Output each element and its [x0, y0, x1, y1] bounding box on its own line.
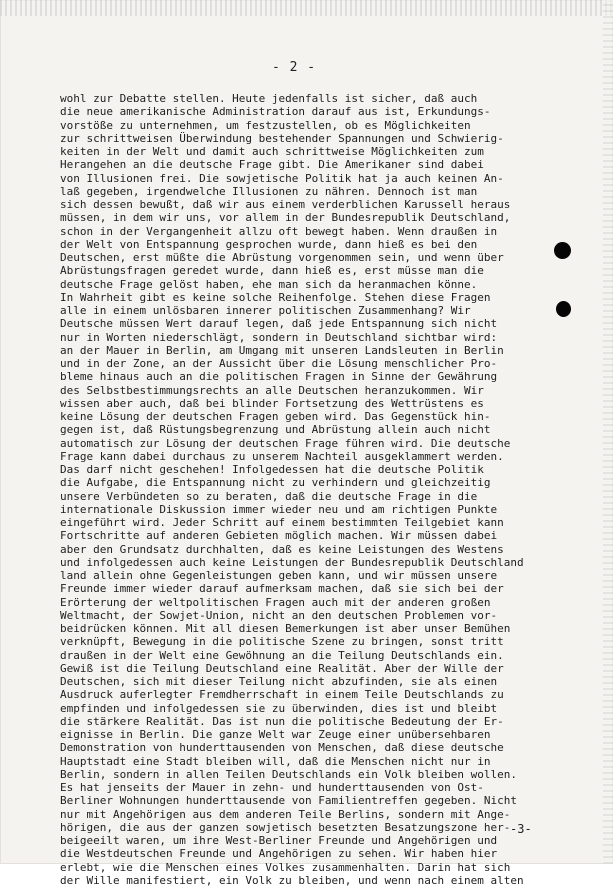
text-line: unsere Verbündeten so zu beraten, daß die deutsche Frage in die: [60, 489, 478, 503]
text-line: alle in einem unlösbaren innerer politischen Zusammenhang? Wir: [60, 304, 471, 317]
text-line: Herangehen an die deutsche Frage gibt. Die Amerikaner sind dabei: [60, 158, 484, 172]
text-line: Ausdruck auferlegter Fremdherrschaft in einem Teile Deutschlands zu: [60, 688, 504, 702]
text-line: Freunde immer wieder darauf aufmerksam machen, daß sie sich bei der: [60, 582, 504, 596]
text-line: zur schrittweisen Überwindung bestehender Spannungen und Schwierig-: [60, 131, 504, 145]
text-line: und in der Zone, an der Aussicht über die Lösung menschlicher Pro-: [60, 357, 498, 370]
text-line: empfinden und infolgedessen sie zu überwinden, dies ist und bleibt: [60, 701, 498, 715]
text-line: Deutschen, sich mit dieser Teilung nicht abzufinden, sie als einen: [60, 675, 498, 688]
text-line: Erörterung der weltpolitischen Fragen auch mit der anderen großen: [60, 595, 491, 609]
scan-edge-right: [603, 0, 613, 864]
text-line: und infolgedessen auch keine Leistungen der Bundesrepublik Deutschland: [60, 555, 524, 569]
text-line: der Welt von Entspannung gesprochen wurde, dann hieß es bei den: [60, 237, 478, 251]
text-line: keiten in der Welt und damit auch schrittweise Möglichkeiten zum: [60, 145, 484, 158]
text-line: aber den Grundsatz durchhalten, daß es keine Leistungen des Westens: [60, 542, 504, 556]
text-line: Das darf nicht geschehen! Infolgedessen hat die deutsche Politik: [60, 463, 484, 476]
text-line: Fortschritte auf anderen Gebieten möglich machen. Wir müssen dabei: [60, 529, 498, 543]
text-line: des Selbstbestimmungsrechts an alle Deutschen heranzukommen. Wir: [60, 383, 484, 397]
text-line: Abrüstungsfragen geredet wurde, dann hieß es, erst müsse man die: [60, 264, 484, 278]
text-line: deutsche Frage gelöst haben, ehe man sich da heranmachen könne.: [60, 277, 478, 291]
text-line: wohl zur Debatte stellen. Heute jedenfalls ist sicher, daß auch: [60, 92, 478, 105]
text-line: die stärkere Realität. Das ist nun die politische Bedeutung der Er-: [60, 714, 504, 728]
text-line: Berliner Wohnungen hunderttausende von Familientreffen gegeben. Nicht: [60, 794, 517, 808]
text-line: nur in Worten niederschlägt, sondern in Deutschland sichtbar wird:: [60, 330, 498, 344]
text-line: Berlin, sondern in allen Teilen Deutschlands ein Volk bleiben wollen.: [60, 767, 517, 781]
body-text: [60, 92, 590, 887]
text-line: In Wahrheit gibt es keine solche Reihenfolge. Stehen diese Fragen: [60, 290, 491, 304]
text-line: Hauptstadt eine Stadt bleiben will, daß die Menschen nicht nur in: [60, 754, 491, 768]
text-line: der Wille manifestiert, ein Volk zu bleiben, und wenn nach einem alten: [60, 873, 524, 887]
text-line: Demonstration von hunderttausenden von Menschen, daß diese deutsche: [60, 741, 504, 755]
text-line: an der Mauer in Berlin, am Umgang mit unseren Landsleuten in Berlin: [60, 343, 504, 357]
text-line: von Illusionen frei. Die sowjetische Politik hat ja auch keinen An-: [60, 171, 504, 185]
text-line: müssen, in dem wir uns, vor allem in der Bundesrepublik Deutschland,: [60, 211, 511, 225]
text-line: land allein ohne Gegenleistungen geben kann, und wir müssen unsere: [60, 569, 498, 582]
text-line: wissen aber auch, daß bei blinder Fortsetzung des Wettrüstens es: [60, 396, 484, 410]
text-line: draußen in der Welt eine Gewöhnung an die Teilung Deutschlands ein.: [60, 648, 504, 662]
text-line: schon in der Vergangenheit allzu oft bewegt haben. Wenn draußen in: [60, 224, 498, 238]
text-line: gegen ist, daß Rüstungsbegrenzung und Abrüstung allein auch nicht: [60, 423, 491, 437]
text-line: vorstöße zu unternehmen, um festzustellen, ob es Möglichkeiten: [60, 118, 471, 132]
text-line: eignisse in Berlin. Die ganze Welt war Zeuge einer unübersehbaren: [60, 728, 491, 741]
text-line: Deutsche müssen Wert darauf legen, daß jede Entspannung sich nicht: [60, 317, 498, 331]
text-line: beidrücken können. Mit all diesen Bemerkungen ist aber unser Bemühen: [60, 622, 511, 635]
text-line: Deutschen, erst müßte die Abrüstung vorgenommen sein, und wenn über: [60, 251, 504, 264]
text-line: die Westdeutschen Freunde und Angehörigen zu sehen. Wir haben hier: [60, 847, 498, 861]
text-line: die neue amerikanische Administration darauf aus ist, Erkundungs-: [60, 105, 491, 119]
text-line: eingeführt wird. Jeder Schritt auf einem bestimmten Teilgebiet kann: [60, 516, 504, 529]
text-line: sich dessen bewußt, daß wir aus einem verderblichen Karussell heraus: [60, 198, 511, 211]
next-page-marker: -3-: [510, 822, 532, 836]
text-line: die Aufgabe, die Entspannung nicht zu verhindern und gleichzeitig: [60, 476, 491, 490]
text-line: hörigen, die aus der ganzen sowjetisch besetzten Besatzungszone her-: [60, 820, 511, 834]
text-line: Gewiß ist die Teilung Deutschland eine Realität. Aber der Wille der: [60, 661, 504, 675]
text-line: internationale Diskussion immer wieder neu und am richtigen Punkte: [60, 502, 498, 516]
text-line: bleme hinaus auch an die politischen Fragen in Sinne der Gewährung: [60, 370, 498, 384]
text-line: Es hat jenseits der Mauer in zehn- und hunderttausenden von Ost-: [60, 781, 484, 794]
text-line: automatisch zur Lösung der deutschen Frage führen wird. Die deutsche: [60, 436, 511, 450]
text-line: beigeeilt waren, um ihre West-Berliner Freunde und Angehörigen und: [60, 834, 498, 847]
text-line: laß gegeben, irgendwelche Illusionen zu nähren. Dennoch ist man: [60, 184, 478, 198]
text-line: erlebt, wie die Menschen eines Volkes zusammenhalten. Darin hat sich: [60, 860, 511, 874]
text-line: keine Lösung der deutschen Fragen geben wird. Das Gegenstück hin-: [60, 410, 491, 423]
page-number: - 2 -: [272, 60, 317, 75]
text-line: verknüpft, Bewegung in die politische Szene zu bringen, sonst tritt: [60, 635, 504, 649]
punch-hole-upper: [554, 242, 571, 259]
scan-edge-top: [0, 0, 613, 16]
text-line: Weltmacht, der Sowjet-Union, nicht an den deutschen Problemen vor-: [60, 608, 498, 622]
text-line: Frage kann dabei durchaus zu unserem Nachteil ausgeklammert werden.: [60, 449, 504, 463]
punch-hole-lower: [556, 301, 571, 317]
text-line: nur mit Angehörigen aus dem anderen Teile Berlins, sondern mit Ange-: [60, 807, 511, 821]
